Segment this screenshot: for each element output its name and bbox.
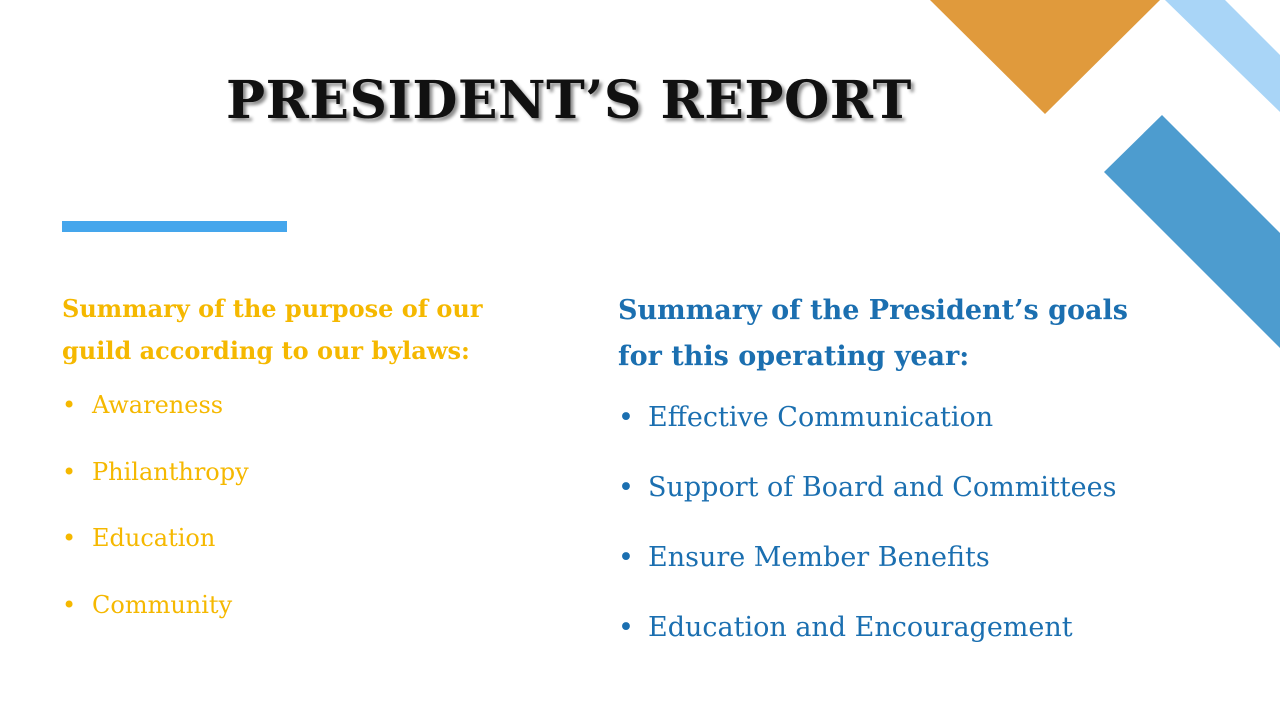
bullet: •: [62, 391, 77, 419]
left-heading-line-1: Summary of the purpose of our: [62, 294, 483, 323]
left-column-heading: [62, 288, 542, 372]
right-column: [618, 288, 1218, 682]
list-item: [618, 542, 1218, 612]
bullet: •: [618, 542, 634, 573]
right-heading-line-2: for this operating year:: [618, 341, 970, 372]
left-heading-line-2: guild according to our bylaws:: [62, 336, 470, 365]
list-item-text: Ensure Member Benefits: [648, 542, 990, 573]
goals-list: [618, 402, 1218, 682]
list-item: [618, 472, 1218, 542]
bullet: •: [618, 402, 634, 433]
accent-bar: [62, 221, 287, 232]
right-heading-line-1: Summary of the President’s goals: [618, 295, 1128, 326]
list-item: [62, 523, 542, 590]
list-item: [618, 612, 1218, 682]
slide-title: PRESIDENT’S REPORT: [226, 70, 912, 131]
list-item: [618, 402, 1218, 472]
purpose-list: [62, 390, 542, 656]
list-item: [62, 390, 542, 457]
bullet: •: [62, 457, 77, 486]
bullet: •: [618, 472, 634, 503]
list-item-text: Effective Communication: [648, 402, 994, 433]
list-item-text: Awareness: [92, 391, 224, 419]
bullet: •: [62, 590, 77, 619]
list-item-text: Education: [92, 524, 216, 552]
list-item-text: Support of Board and Committees: [648, 472, 1117, 503]
list-item-text: Community: [92, 590, 233, 619]
list-item: [62, 590, 542, 657]
list-item-text: Philanthropy: [92, 457, 249, 486]
bullet: •: [618, 612, 634, 643]
list-item: [62, 457, 542, 524]
deco-light-blue-stripe: [1165, 0, 1280, 112]
left-column: [62, 288, 542, 656]
list-item-text: Education and Encouragement: [648, 612, 1073, 643]
deco-orange-triangle: [930, 0, 1160, 114]
right-column-heading: [618, 288, 1218, 380]
bullet: •: [62, 524, 77, 552]
